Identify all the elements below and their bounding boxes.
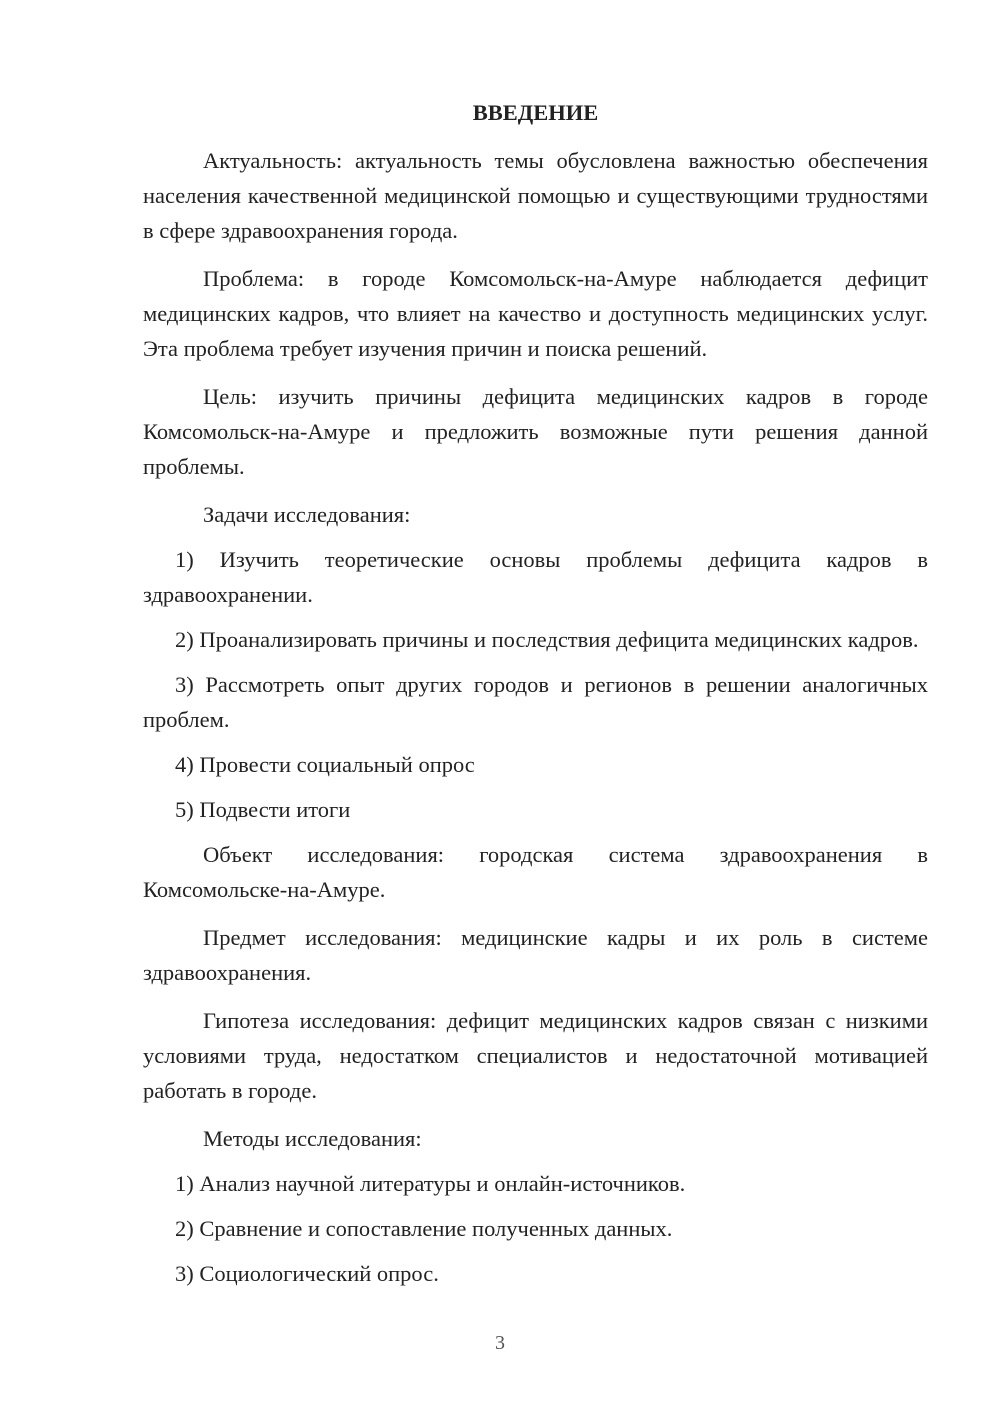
task-item: 1) Изучить теоретические основы проблемы дефицита кадров в здравоохранении. [143, 547, 928, 607]
method-item: 2) Сравнение и сопоставление полученных данных. [175, 1216, 673, 1241]
methods-heading: Методы исследования: [203, 1126, 422, 1151]
task-item: 3) Рассмотреть опыт других городов и регионов в решении аналогичных проблем. [143, 672, 928, 732]
task-item: 2) Проанализировать причины и последствия дефицита медицинских кадров. [175, 627, 919, 652]
task-item: 4) Провести социальный опрос [175, 752, 475, 777]
page-title: ВВЕДЕНИЕ [472, 100, 599, 125]
hypothesis-paragraph: Гипотеза исследования: дефицит медицинских кадров связан с низкими условиями труда, недостатком специалистов и недостаточной мотивацией работать в городе. [143, 1008, 928, 1103]
problem-paragraph: Проблема: в городе Комсомольск-на-Амуре наблюдается дефицит медицинских кадров, что влияет на качество и доступность медицинских услуг. Эта проблема требует изучения причин и поиска решений. [143, 266, 928, 361]
object-paragraph: Объект исследования: городская система здравоохранения в Комсомольске-на-Амуре. [143, 842, 928, 902]
method-item: 3) Социологический опрос. [175, 1261, 439, 1286]
task-item: 5) Подвести итоги [175, 797, 351, 822]
method-item: 1) Анализ научной литературы и онлайн-источников. [175, 1171, 686, 1196]
tasks-heading: Задачи исследования: [203, 502, 411, 527]
page-number: 3 [495, 1332, 505, 1354]
document-page [143, 95, 928, 1301]
subject-paragraph: Предмет исследования: медицинские кадры и их роль в системе здравоохранения. [143, 925, 928, 985]
relevance-paragraph: Актуальность: актуальность темы обусловлена важностью обеспечения населения качественной медицинской помощью и существующими трудностями в сфере здравоохранения города. [143, 148, 928, 243]
goal-paragraph: Цель: изучить причины дефицита медицинских кадров в городе Комсомольск-на-Амуре и предложить возможные пути решения данной проблемы. [143, 384, 928, 479]
